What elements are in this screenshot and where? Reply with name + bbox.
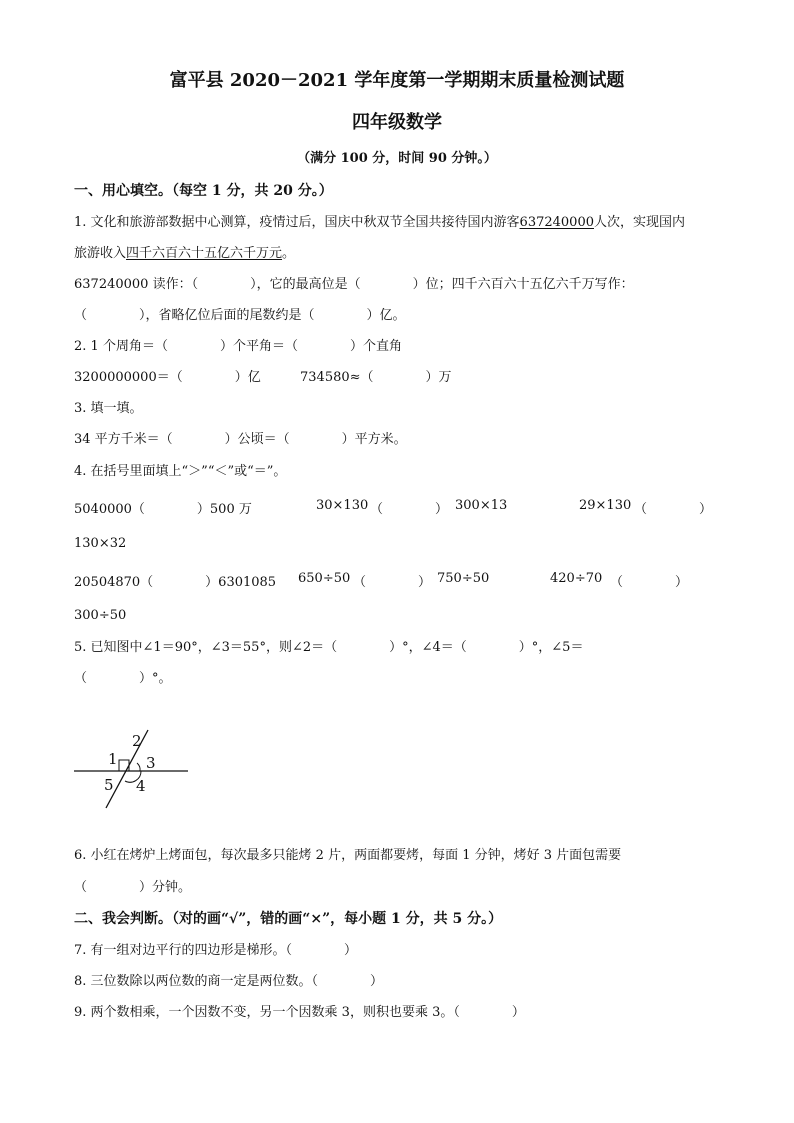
q2-line2a: 3200000000＝（ ）亿	[74, 370, 261, 385]
q4-r1-f: （ ）	[634, 502, 713, 517]
angle-diagram	[70, 722, 210, 822]
q3-line1: 3. 填一填。	[74, 401, 143, 416]
q4-r1-b: 30×130	[316, 498, 369, 513]
q5-line1: 5. 已知图中∠1＝90°，∠3＝55°，则∠2＝（ ）°，∠4＝（ ）°，∠5＝	[74, 640, 584, 655]
q3-line2: 34 平方千米＝（ ）公顷＝（ ）平方米。	[74, 432, 407, 447]
q6-line1: 6. 小红在烤炉上烤面包，每次最多只能烤 2 片，两面都要烤，每面 1 分钟，烤好 3 片面包需要	[74, 848, 622, 863]
angle-label-1: 1	[108, 750, 118, 768]
q4-r2-a: 20504870（ ）6301085	[74, 575, 277, 590]
q1-line1	[74, 214, 685, 232]
q8-text: 8. 三位数除以两位数的商一定是两位数。（ ）	[74, 974, 384, 989]
q2-line2b: 734580≈（ ）万	[300, 370, 452, 385]
q7-text: 7. 有一组对边平行的四边形是梯形。（ ）	[74, 943, 358, 958]
q4-r2-e: 420÷70	[550, 571, 603, 586]
angle-label-2: 2	[132, 732, 142, 750]
q4-r1-e: 29×130	[579, 498, 632, 513]
q1-line4: （ ），省略亿位后面的尾数约是（ ）亿。	[74, 308, 406, 323]
q4-r2-f: （ ）	[610, 575, 689, 590]
section1-heading: 一、用心填空。（每空 1 分，共 20 分。）	[74, 183, 333, 199]
q4-r1-g: 130×32	[74, 536, 127, 551]
angle-label-5: 5	[104, 776, 114, 794]
q4-r2-b: 650÷50	[298, 571, 351, 586]
q4-r1-d: 300×13	[455, 498, 508, 513]
angle-label-4: 4	[136, 777, 146, 795]
q1-line1-text-b: 人次，实现国内	[594, 215, 686, 230]
q1-line3: 637240000 读作：（ ），它的最高位是（ ）位；四千六百六十五亿六千万写作：	[74, 277, 634, 292]
q4-line1: 4. 在括号里面填上“＞”“＜”或“＝”。	[74, 464, 287, 479]
q1-line1-text-a: 1. 文化和旅游部数据中心测算，疫情过后，国庆中秋双节全国共接待国内游客	[74, 215, 520, 230]
q4-r1-a: 5040000（ ）500 万	[74, 502, 252, 517]
q9-text: 9. 两个数相乘，一个因数不变，另一个因数乘 3，则积也要乘 3。（ ）	[74, 1005, 525, 1020]
exam-title: 富平县 2020－2021 学年度第一学期期末质量检测试题	[169, 70, 625, 91]
section2-heading: 二、我会判断。（对的画“√”，错的画“×”，每小题 1 分，共 5 分。）	[74, 911, 503, 927]
q4-r2-c: （ ）	[353, 575, 432, 590]
angle3-arc	[137, 763, 140, 771]
q1-line2	[74, 245, 295, 263]
slanted-line	[106, 730, 148, 808]
angle-label-3: 3	[146, 754, 156, 772]
q4-r2-g: 300÷50	[74, 608, 127, 623]
q1-line2-text-a: 旅游收入	[74, 246, 127, 261]
q2-line1: 2. 1 个周角＝（ ）个平角＝（ ）个直角	[74, 339, 402, 354]
exam-note: （满分 100 分，时间 90 分钟。）	[297, 151, 497, 166]
q4-r2-d: 750÷50	[437, 571, 490, 586]
q6-line2: （ ）分钟。	[74, 880, 192, 895]
exam-subtitle: 四年级数学	[352, 112, 442, 133]
q5-line2: （ ）°。	[74, 671, 172, 686]
q1-line2-text-b: 。	[282, 246, 296, 261]
q4-r1-c: （ ）	[370, 502, 449, 517]
q1-revenue-words: 四千六百六十五亿六千万元	[126, 246, 283, 261]
q1-tourist-number: 637240000	[519, 215, 594, 230]
